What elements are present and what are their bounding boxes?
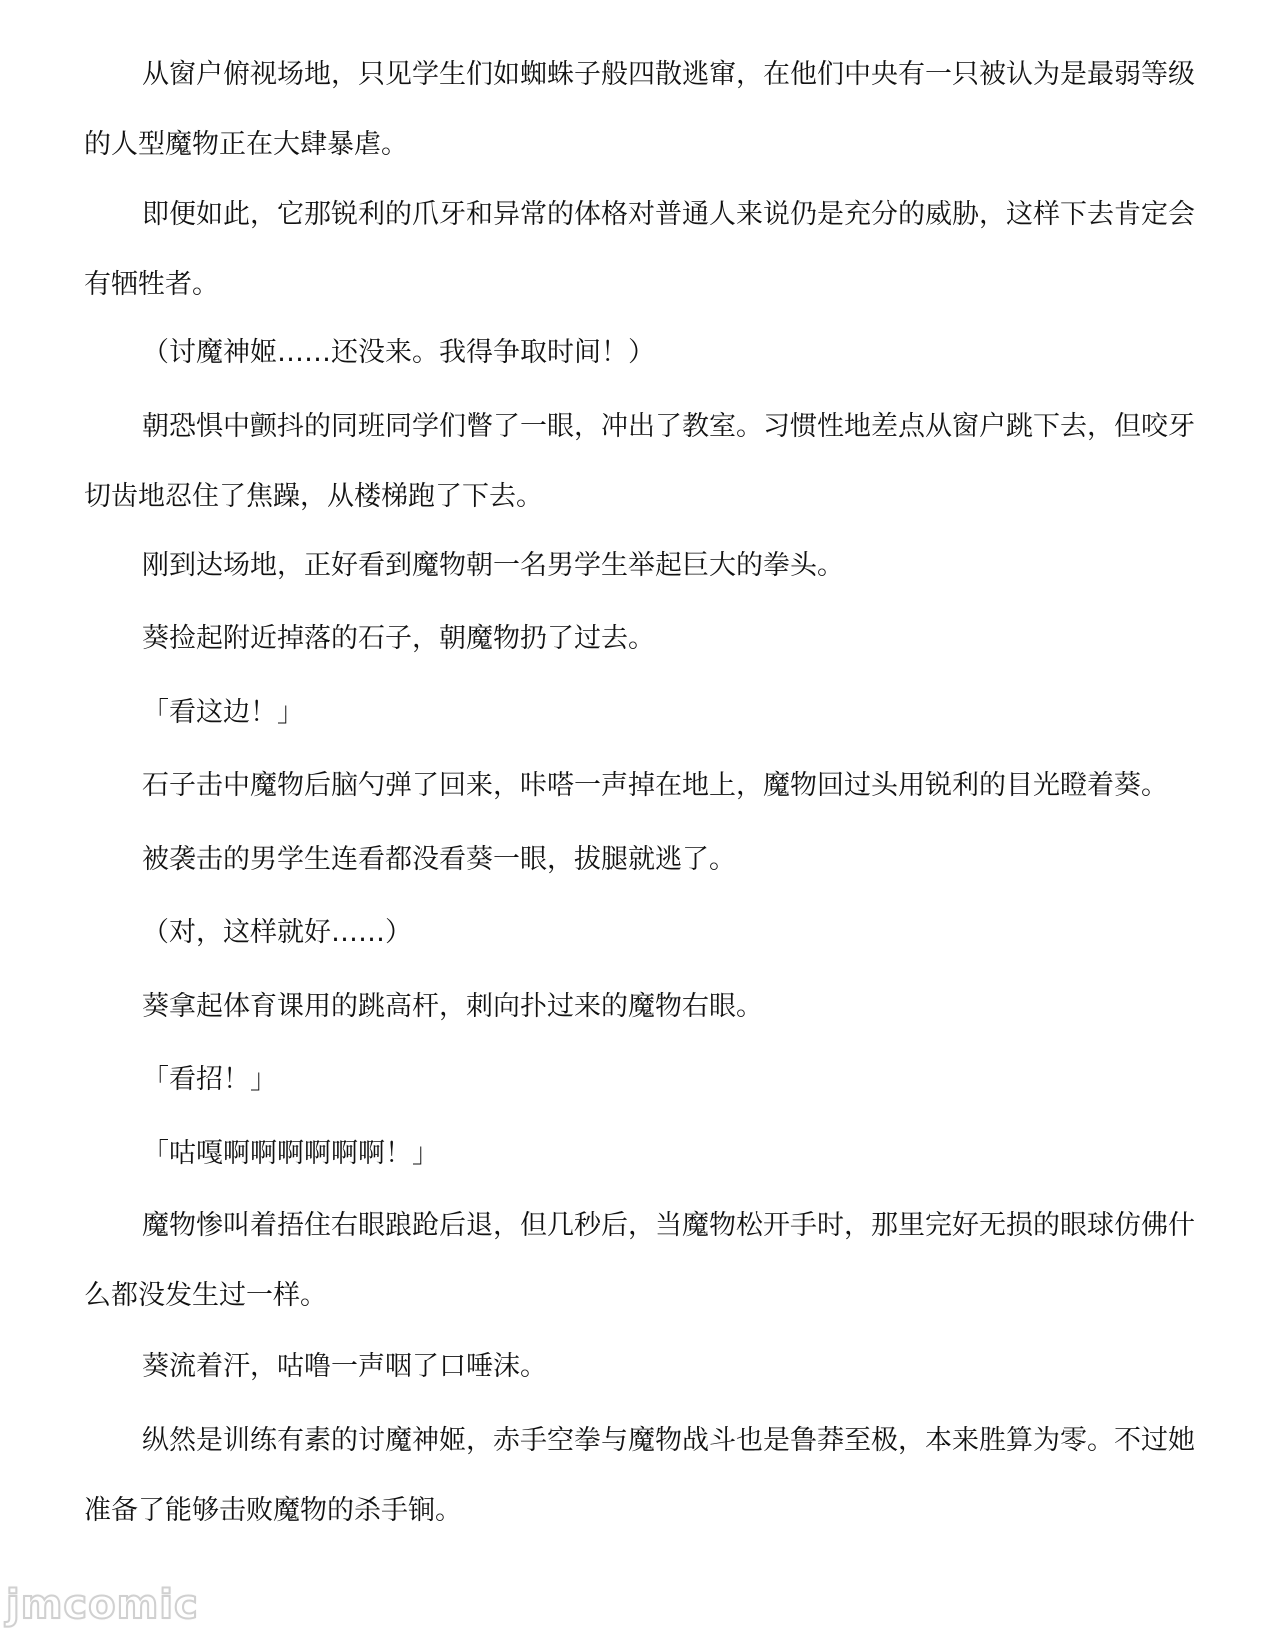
paragraph: 「看这边！」 (142, 697, 304, 728)
paragraph: 葵流着汗，咕噜一声咽了口唾沫。 (142, 1351, 547, 1382)
paragraph: 即便如此，它那锐利的爪牙和异常的体格对普通人来说仍是充分的威胁，这样下去肯定会有牺牲者。 (84, 199, 1195, 300)
paragraph: 「咕嘎啊啊啊啊啊啊！」 (142, 1138, 439, 1169)
watermark-logo: jmcomic (6, 1582, 199, 1628)
paragraph: （对，这样就好……） (142, 917, 412, 948)
paragraph: 朝恐惧中颤抖的同班同学们瞥了一眼，冲出了教室。习惯性地差点从窗户跳下去，但咬牙切齿地忍住了焦躁，从楼梯跑了下去。 (84, 411, 1195, 512)
paragraph: （讨魔神姬……还没来。我得争取时间！） (142, 337, 655, 368)
paragraph: 刚到达场地，正好看到魔物朝一名男学生举起巨大的拳头。 (142, 550, 844, 581)
paragraph: 葵捡起附近掉落的石子，朝魔物扔了过去。 (142, 623, 655, 654)
paragraph: 「看招！」 (142, 1064, 277, 1095)
paragraph: 石子击中魔物后脑勺弹了回来，咔嗒一声掉在地上，魔物回过头用锐利的目光瞪着葵。 (142, 770, 1168, 801)
paragraph: 纵然是训练有素的讨魔神姬，赤手空拳与魔物战斗也是鲁莽至极，本来胜算为零。不过她准备了能够击败魔物的杀手锏。 (84, 1425, 1195, 1526)
paragraph: 葵拿起体育课用的跳高杆，刺向扑过来的魔物右眼。 (142, 991, 763, 1022)
paragraph: 被袭击的男学生连看都没看葵一眼，拔腿就逃了。 (142, 844, 736, 875)
paragraph: 魔物惨叫着捂住右眼踉跄后退，但几秒后，当魔物松开手时，那里完好无损的眼球仿佛什么都没发生过一样。 (84, 1210, 1195, 1311)
paragraph: 从窗户俯视场地，只见学生们如蜘蛛子般四散逃窜，在他们中央有一只被认为是最弱等级的人型魔物正在大肆暴虐。 (84, 59, 1195, 160)
